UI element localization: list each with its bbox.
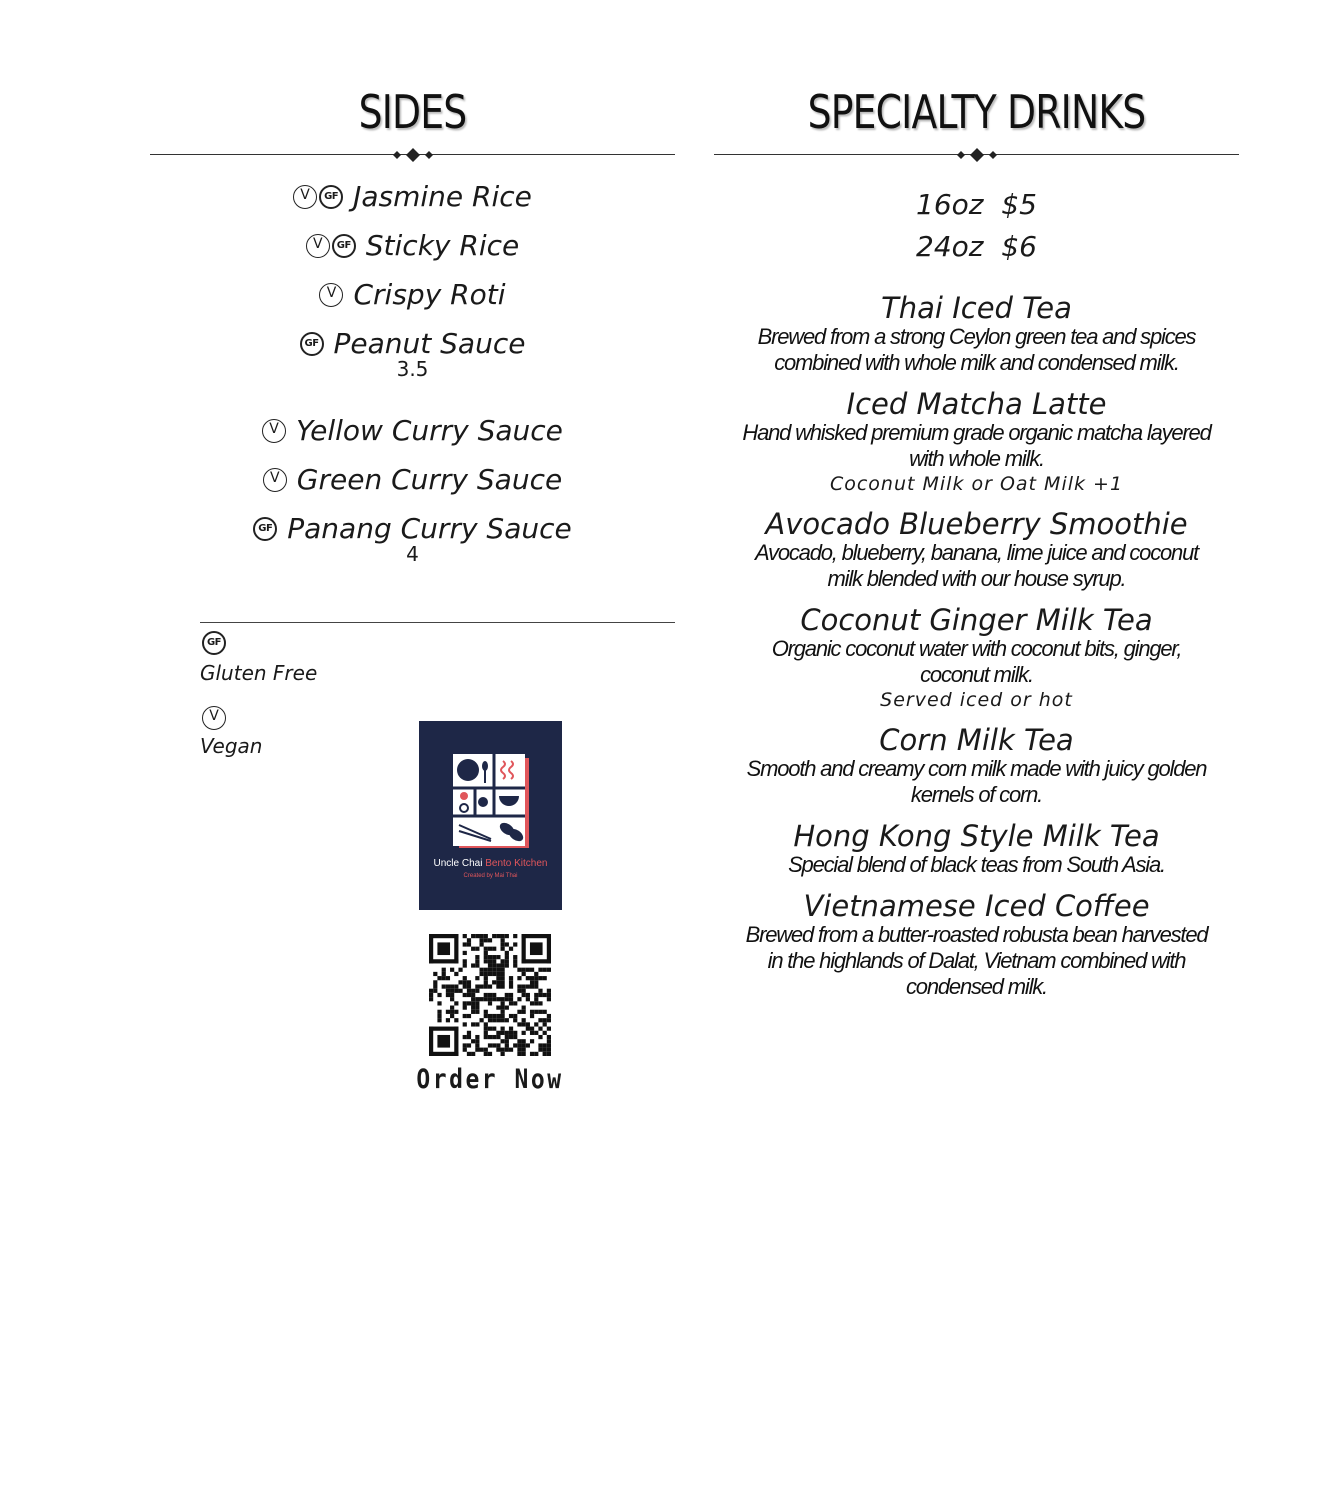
drink-sizes	[714, 184, 1239, 268]
side-item-name: Jasmine Rice	[353, 180, 532, 213]
qr-code-icon[interactable]	[429, 934, 551, 1056]
logo-name: Uncle Chai	[433, 858, 483, 869]
restaurant-logo	[419, 721, 562, 910]
gluten-free-icon: GF	[202, 631, 226, 655]
vegan-icon: V	[262, 419, 286, 443]
drink-description: with whole milk.	[909, 446, 1044, 471]
drink-description: Organic coconut water with coconut bits, ginger,	[771, 636, 1182, 661]
sides-group-2	[150, 406, 675, 553]
side-item-name: Panang Curry Sauce	[287, 512, 572, 545]
side-item-name: Crispy Roti	[353, 278, 506, 311]
diet-badges	[300, 321, 326, 370]
diet-badges	[319, 272, 345, 321]
drink-description: Smooth and creamy corn milk made with juicy golden	[746, 756, 1207, 781]
gluten-free-icon: GF	[300, 332, 324, 356]
side-item	[150, 270, 675, 319]
gluten-free-icon: GF	[319, 185, 343, 209]
diet-badges	[253, 506, 279, 555]
drink-description: kernels of corn.	[910, 782, 1043, 807]
drink-item	[714, 820, 1239, 878]
side-item-name: Sticky Rice	[365, 229, 520, 262]
sides-group-1-price: 3.5	[396, 357, 429, 381]
legend-vegan: Vegan	[200, 734, 263, 758]
gluten-free-icon: GF	[253, 517, 277, 541]
order-now-label[interactable]: Order Now	[416, 1064, 564, 1095]
drink-note: Served iced or hot	[880, 689, 1073, 711]
vegan-icon: V	[319, 283, 343, 307]
drink-name: Avocado Blueberry Smoothie	[765, 507, 1188, 541]
drink-description: Brewed from a strong Ceylon green tea and spices	[757, 324, 1196, 349]
side-item	[150, 221, 675, 270]
drink-description: milk blended with our house syrup.	[827, 566, 1126, 591]
legend	[200, 622, 675, 758]
drink-item	[714, 508, 1239, 592]
drink-description: in the highlands of Dalat, Vietnam combined with	[767, 948, 1186, 973]
legend-gluten-free: Gluten Free	[200, 661, 318, 685]
drink-name: Coconut Ginger Milk Tea	[800, 603, 1153, 637]
drinks-divider	[714, 146, 1239, 164]
side-item	[150, 172, 675, 221]
drink-description: coconut milk.	[920, 662, 1033, 687]
sides-divider	[150, 146, 675, 164]
logo-tagline: Created by Mai Thai	[463, 873, 518, 879]
drink-description: Hand whisked premium grade organic matcha layered	[742, 420, 1211, 445]
drink-name: Thai Iced Tea	[881, 291, 1072, 325]
vegan-icon: V	[263, 468, 287, 492]
sides-group-2-price: 4	[406, 542, 419, 566]
diet-badges	[293, 174, 345, 223]
side-item-name: Green Curry Sauce	[296, 463, 563, 496]
sides-group-1	[150, 172, 675, 368]
drink-description: condensed milk.	[906, 974, 1047, 999]
size-16oz: 16oz $5	[916, 188, 1037, 221]
side-item	[150, 406, 675, 455]
vegan-icon: V	[202, 706, 226, 730]
drink-description: Avocado, blueberry, banana, lime juice and coconut	[754, 540, 1199, 565]
vegan-icon: V	[306, 234, 330, 258]
side-item-name: Peanut Sauce	[333, 327, 526, 360]
drink-note: Coconut Milk or Oat Milk +1	[829, 473, 1124, 495]
drink-item	[714, 292, 1239, 376]
diamond-ornament-icon	[953, 148, 1001, 162]
drink-description: Brewed from a butter-roasted robusta bean harvested	[745, 922, 1208, 947]
drinks-section	[714, 80, 1239, 1012]
vegan-icon: V	[293, 185, 317, 209]
drinks-heading: SPECIALTY DRINKS	[807, 85, 1146, 139]
drink-name: Hong Kong Style Milk Tea	[793, 819, 1160, 853]
diamond-ornament-icon	[389, 148, 437, 162]
drink-item	[714, 604, 1239, 712]
diet-badges	[262, 408, 288, 457]
size-24oz: 24oz $6	[916, 230, 1037, 263]
drink-item	[714, 890, 1239, 1000]
sides-section	[150, 80, 675, 569]
side-item	[150, 455, 675, 504]
drink-name: Corn Milk Tea	[879, 723, 1074, 757]
drink-item	[714, 724, 1239, 808]
drink-item	[714, 388, 1239, 496]
bento-logo-icon	[419, 721, 562, 910]
drink-list	[714, 292, 1239, 1000]
drink-name: Iced Matcha Latte	[846, 387, 1107, 421]
logo-name-accent: Bento Kitchen	[485, 858, 548, 869]
sides-heading: SIDES	[358, 85, 467, 139]
side-item-name: Yellow Curry Sauce	[296, 414, 563, 447]
diet-badges	[263, 457, 289, 506]
drink-description: Special blend of black teas from South Asia.	[788, 852, 1165, 877]
drink-name: Vietnamese Iced Coffee	[803, 889, 1150, 923]
diet-badges	[306, 223, 358, 272]
drink-description: combined with whole milk and condensed milk.	[774, 350, 1179, 375]
gluten-free-icon: GF	[332, 234, 356, 258]
